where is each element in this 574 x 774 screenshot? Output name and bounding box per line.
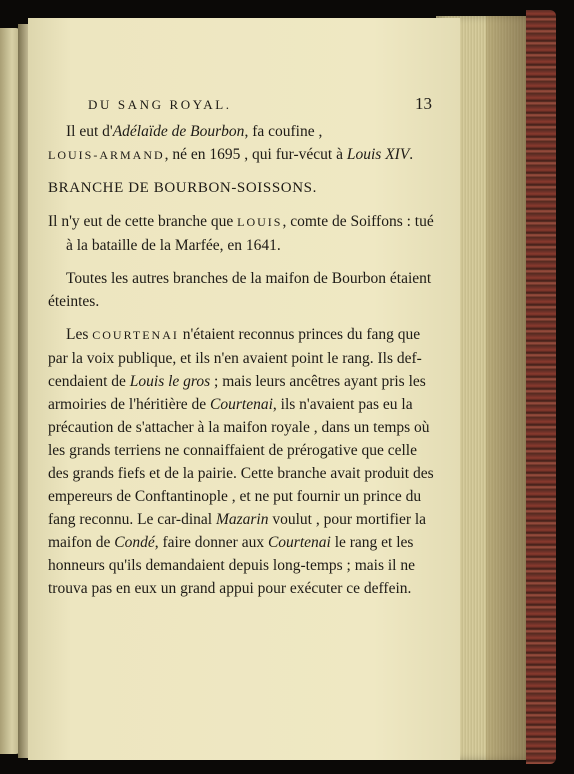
book-page (28, 18, 460, 760)
facing-page-edge (0, 28, 20, 754)
paragraph-1: Il eut d'Adélaïde de Bourbon, fa coufine , LOUIS-ARMAND, né en 1695 , qui fur-vécut à Louis XIV. (48, 123, 414, 163)
book-cover-edge (526, 10, 556, 764)
paragraph-2: Il n'y eut de cette branche que LOUIS, comte de Soiffons : tué à la bataille de la Marfée, en 1641. (48, 213, 434, 254)
paragraph-4: Les COURTENAI n'étaient reconnus princes du fang que par la voix publique, et ils n'en avaient point le rang. Ils def-cendaient de Louis le gros ; mais leurs ancêtres ayant pris les armoiries de l'héritière de Courtenai, ils n'avaient pas eu la précaution de s'attacher à la maifon royale , dans un temps où les grands terriens ne connaiffaient de prérogative que celle des grands fiefs et de la pairie. Cette branche avait produit des empereurs de Conftantinople , et ne put fournir un prince du fang reconnu. Le car-dinal Mazarin voulut , pour mortifier la maifon de Condé, faire donner aux Courtenai le rang et les honneurs qu'ils demandaient depuis long-temps ; mais il ne trouva pas en eux un grand appui pour exécuter ce deffein. (48, 326, 434, 597)
running-title: DU SANG ROYAL. (88, 97, 232, 112)
paragraph-3: Toutes les autres branches de la maifon de Bourbon étaient éteintes. (48, 270, 432, 310)
page-text (48, 92, 438, 600)
page-number: 13 (415, 94, 432, 113)
running-header (88, 92, 438, 116)
section-heading: BRANCHE DE BOURBON-SOISSONS. (48, 180, 317, 196)
